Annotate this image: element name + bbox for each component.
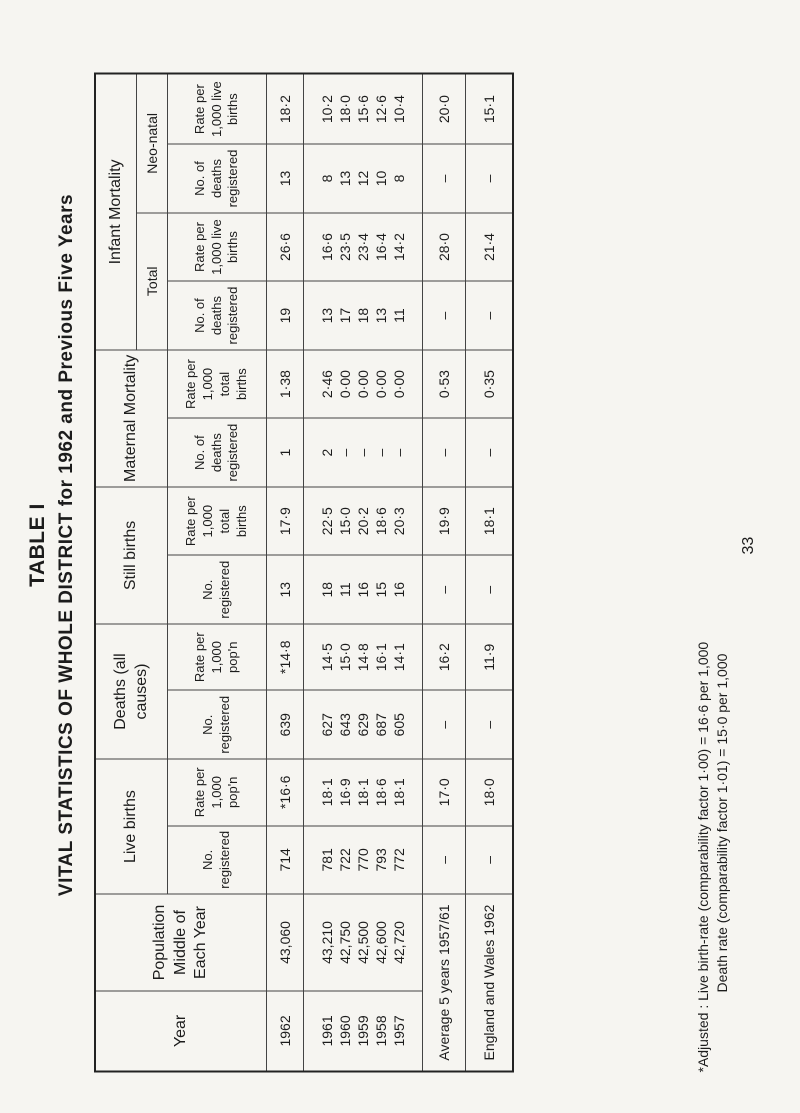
list-item-value: 0·00 [373,370,390,399]
header-year: Year [95,991,267,1072]
list-item-value: 15·0 [336,507,353,536]
list-item-value: 22·5 [318,507,335,536]
list-item-value: – [354,448,371,457]
cell-still-rate: 19·9 [423,487,466,556]
list-item-value: 643 [336,713,353,737]
cell-infant-total-no-list [304,281,423,350]
cell-maternal-rate: 0·53 [423,350,466,419]
header-deaths: Deaths (all causes) [95,624,168,759]
list-item-value: 8 [318,174,335,183]
list-item-value: 13 [336,170,353,187]
cell-maternal-no: 1 [267,418,304,487]
list-item-value: 20·3 [391,507,408,536]
list-item-value: 16·4 [373,233,390,262]
cell-deaths-no: – [466,691,514,760]
cell-live-births-rate: *16·6 [267,759,304,826]
list-item-value: – [336,448,353,457]
cell-still-no-list [304,555,423,624]
cell-infant-total-rate: 26·6 [267,213,304,282]
list-item-value: 23·4 [354,233,371,262]
list-item-value: 16 [391,581,408,598]
cell-maternal-no: – [466,418,514,487]
list-item-value: 16 [354,581,371,598]
cell-infant-total-no: – [466,281,514,350]
header-population: Population Middle of Each Year [95,894,267,991]
list-item-value: 14·2 [391,233,408,262]
header-neonatal: Neo-natal [137,74,168,213]
cell-maternal-rate-list [304,350,423,419]
list-item-value: 0·00 [391,370,408,399]
list-item-value: 18·0 [336,95,353,124]
page-title [26,18,78,1073]
col-header-live-births-rate: Rate per 1,000 pop'n [168,759,267,826]
list-item-value: 15·6 [354,95,371,124]
list-item-population: 43,210 [318,921,335,964]
cell-live-births-rate-list [304,759,423,826]
footnote-live-birth-rate: *Adjusted : Live birth-rate (comparability factor 1·00) = 16·6 per 1,000 [695,641,711,1073]
list-item-value: 18·1 [391,778,408,807]
col-header-still-no: No. registered [168,555,267,624]
col-header-infant-total-no: No. of deaths registered [168,281,267,350]
cell-neonatal-rate: 20·0 [423,74,466,145]
list-item-value: 14·8 [354,643,371,672]
header-infant-total: Total [137,213,168,350]
table-label: TABLE I [26,503,49,587]
list-item-value: 20·2 [354,507,371,536]
header-infant-mortality: Infant Mortality [95,74,137,350]
list-item-value: 11 [336,582,353,597]
cell-deaths-no-list [304,691,423,760]
table-row-1957-1961 [304,74,423,1072]
cell-year: 1962 [267,991,304,1072]
cell-neonatal-rate-list [304,74,423,145]
table-row-england-wales [466,74,514,1072]
col-header-infant-total-rate: Rate per 1,000 live births [168,213,267,282]
cell-infant-total-no: 19 [267,281,304,350]
header-still-births: Still births [95,487,168,624]
col-header-still-rate: Rate per 1,000 total births [168,487,267,556]
list-item-year: 1957 [391,1015,408,1047]
list-item-value: 13 [373,307,390,324]
cell-average-label: Average 5 years 1957/61 [423,894,466,1071]
cell-live-births-rate: 18·0 [466,759,514,826]
list-item-year: 1960 [336,1015,353,1047]
cell-maternal-no: – [423,418,466,487]
cell-maternal-rate: 0·35 [466,350,514,419]
footnotes [694,642,732,1073]
list-item-value: 18·6 [373,507,390,536]
cell-still-rate: 18·1 [466,487,514,556]
cell-maternal-no-list [304,418,423,487]
cell-years-list [304,991,423,1072]
vital-statistics-table [94,73,514,1073]
list-item-value: 10 [373,170,390,187]
list-item-value: 605 [391,713,408,737]
col-header-deaths-rate: Rate per 1,000 pop'n [168,624,267,691]
cell-maternal-rate: 1·38 [267,350,304,419]
list-item-value: 770 [354,848,371,872]
table-row-1962 [267,74,304,1072]
cell-neonatal-no: 13 [267,144,304,213]
col-header-deaths-no: No. registered [168,691,267,760]
cell-england-wales-label: England and Wales 1962 [466,894,514,1071]
cell-population: 43,060 [267,894,304,991]
cell-neonatal-rate: 18·2 [267,74,304,145]
list-item-value: 18·1 [318,778,335,807]
list-item-value: 12·6 [373,95,390,124]
cell-still-no: 13 [267,555,304,624]
list-item-value: 0·00 [354,370,371,399]
table-row-average [423,74,466,1072]
cell-deaths-rate-list [304,624,423,691]
list-item-value: 16·6 [318,233,335,262]
list-item-value: 17 [336,307,353,324]
cell-live-births-no: – [423,826,466,895]
list-item-value: 11 [391,308,408,323]
list-item-value: – [373,448,390,457]
cell-still-rate: 17·9 [267,487,304,556]
list-item-value: 15 [373,581,390,598]
cell-deaths-rate: 11·9 [466,624,514,691]
cell-infant-total-rate-list [304,213,423,282]
list-item-value: 13 [318,307,335,324]
cell-live-births-rate: 17·0 [423,759,466,826]
cell-deaths-no: 639 [267,691,304,760]
cell-deaths-rate: 16·2 [423,624,466,691]
cell-live-births-no-list [304,826,423,895]
rotated-page [20,18,780,1073]
page-number: 33 [740,536,757,555]
cell-live-births-no: – [466,826,514,895]
col-header-neonatal-no: No. of deaths registered [168,144,267,213]
list-item-population: 42,500 [354,921,371,964]
list-item-value: – [391,448,408,457]
cell-population-list [304,894,423,991]
list-item-year: 1961 [318,1015,335,1047]
list-item-value: 18 [354,307,371,324]
cell-deaths-no: – [423,691,466,760]
list-item-value: 18·6 [373,778,390,807]
footnote-death-rate: Death rate (comparability factor 1·01) = 15·0 per 1,000 [713,653,730,993]
list-item-value: 0·00 [336,370,353,399]
list-item-value: 722 [336,848,353,872]
header-maternal-mortality: Maternal Mortality [95,350,168,487]
cell-neonatal-rate: 15·1 [466,74,514,145]
list-item-value: 12 [354,170,371,187]
cell-infant-total-no: – [423,281,466,350]
list-item-value: 772 [391,848,408,872]
table-heading: VITAL STATISTICS OF WHOLE DISTRICT for 1962 and Previous Five Years [56,193,77,897]
list-item-year: 1958 [373,1015,390,1047]
cell-neonatal-no: – [466,144,514,213]
list-item-year: 1959 [354,1015,371,1047]
header-row-groups [95,74,137,1072]
list-item-population: 42,600 [373,921,390,964]
col-header-live-births-no: No. registered [168,826,267,895]
list-item-value: 18·1 [354,778,371,807]
cell-live-births-no: 714 [267,826,304,895]
col-header-maternal-no: No. of deaths registered [168,418,267,487]
list-item-value: 23·5 [336,233,353,262]
list-item-value: 8 [391,174,408,183]
cell-deaths-rate: *14·8 [267,624,304,691]
list-item-value: 781 [318,848,335,872]
list-item-value: 2·46 [318,370,335,399]
list-item-value: 10·2 [318,95,335,124]
col-header-neonatal-rate: Rate per 1,000 live births [168,74,267,145]
list-item-value: 14·1 [391,643,408,672]
list-item-population: 42,750 [336,921,353,964]
list-item-value: 16·1 [373,643,390,672]
list-item-value: 793 [373,848,390,872]
list-item-value: 18 [318,581,335,598]
list-item-value: 16·9 [336,778,353,807]
list-item-value: 687 [373,713,390,737]
header-live-births: Live births [95,759,168,894]
list-item-value: 629 [354,713,371,737]
cell-neonatal-no: – [423,144,466,213]
cell-infant-total-rate: 28·0 [423,213,466,282]
list-item-value: 2 [318,448,335,457]
col-header-maternal-rate: Rate per 1,000 total births [168,350,267,419]
list-item-population: 42,720 [391,921,408,964]
list-item-value: 14·5 [318,643,335,672]
cell-still-rate-list [304,487,423,556]
cell-still-no: – [466,555,514,624]
list-item-value: 627 [318,713,335,737]
cell-infant-total-rate: 21·4 [466,213,514,282]
list-item-value: 10·4 [391,95,408,124]
cell-neonatal-no-list [304,144,423,213]
list-item-value: 15·0 [336,643,353,672]
cell-still-no: – [423,555,466,624]
